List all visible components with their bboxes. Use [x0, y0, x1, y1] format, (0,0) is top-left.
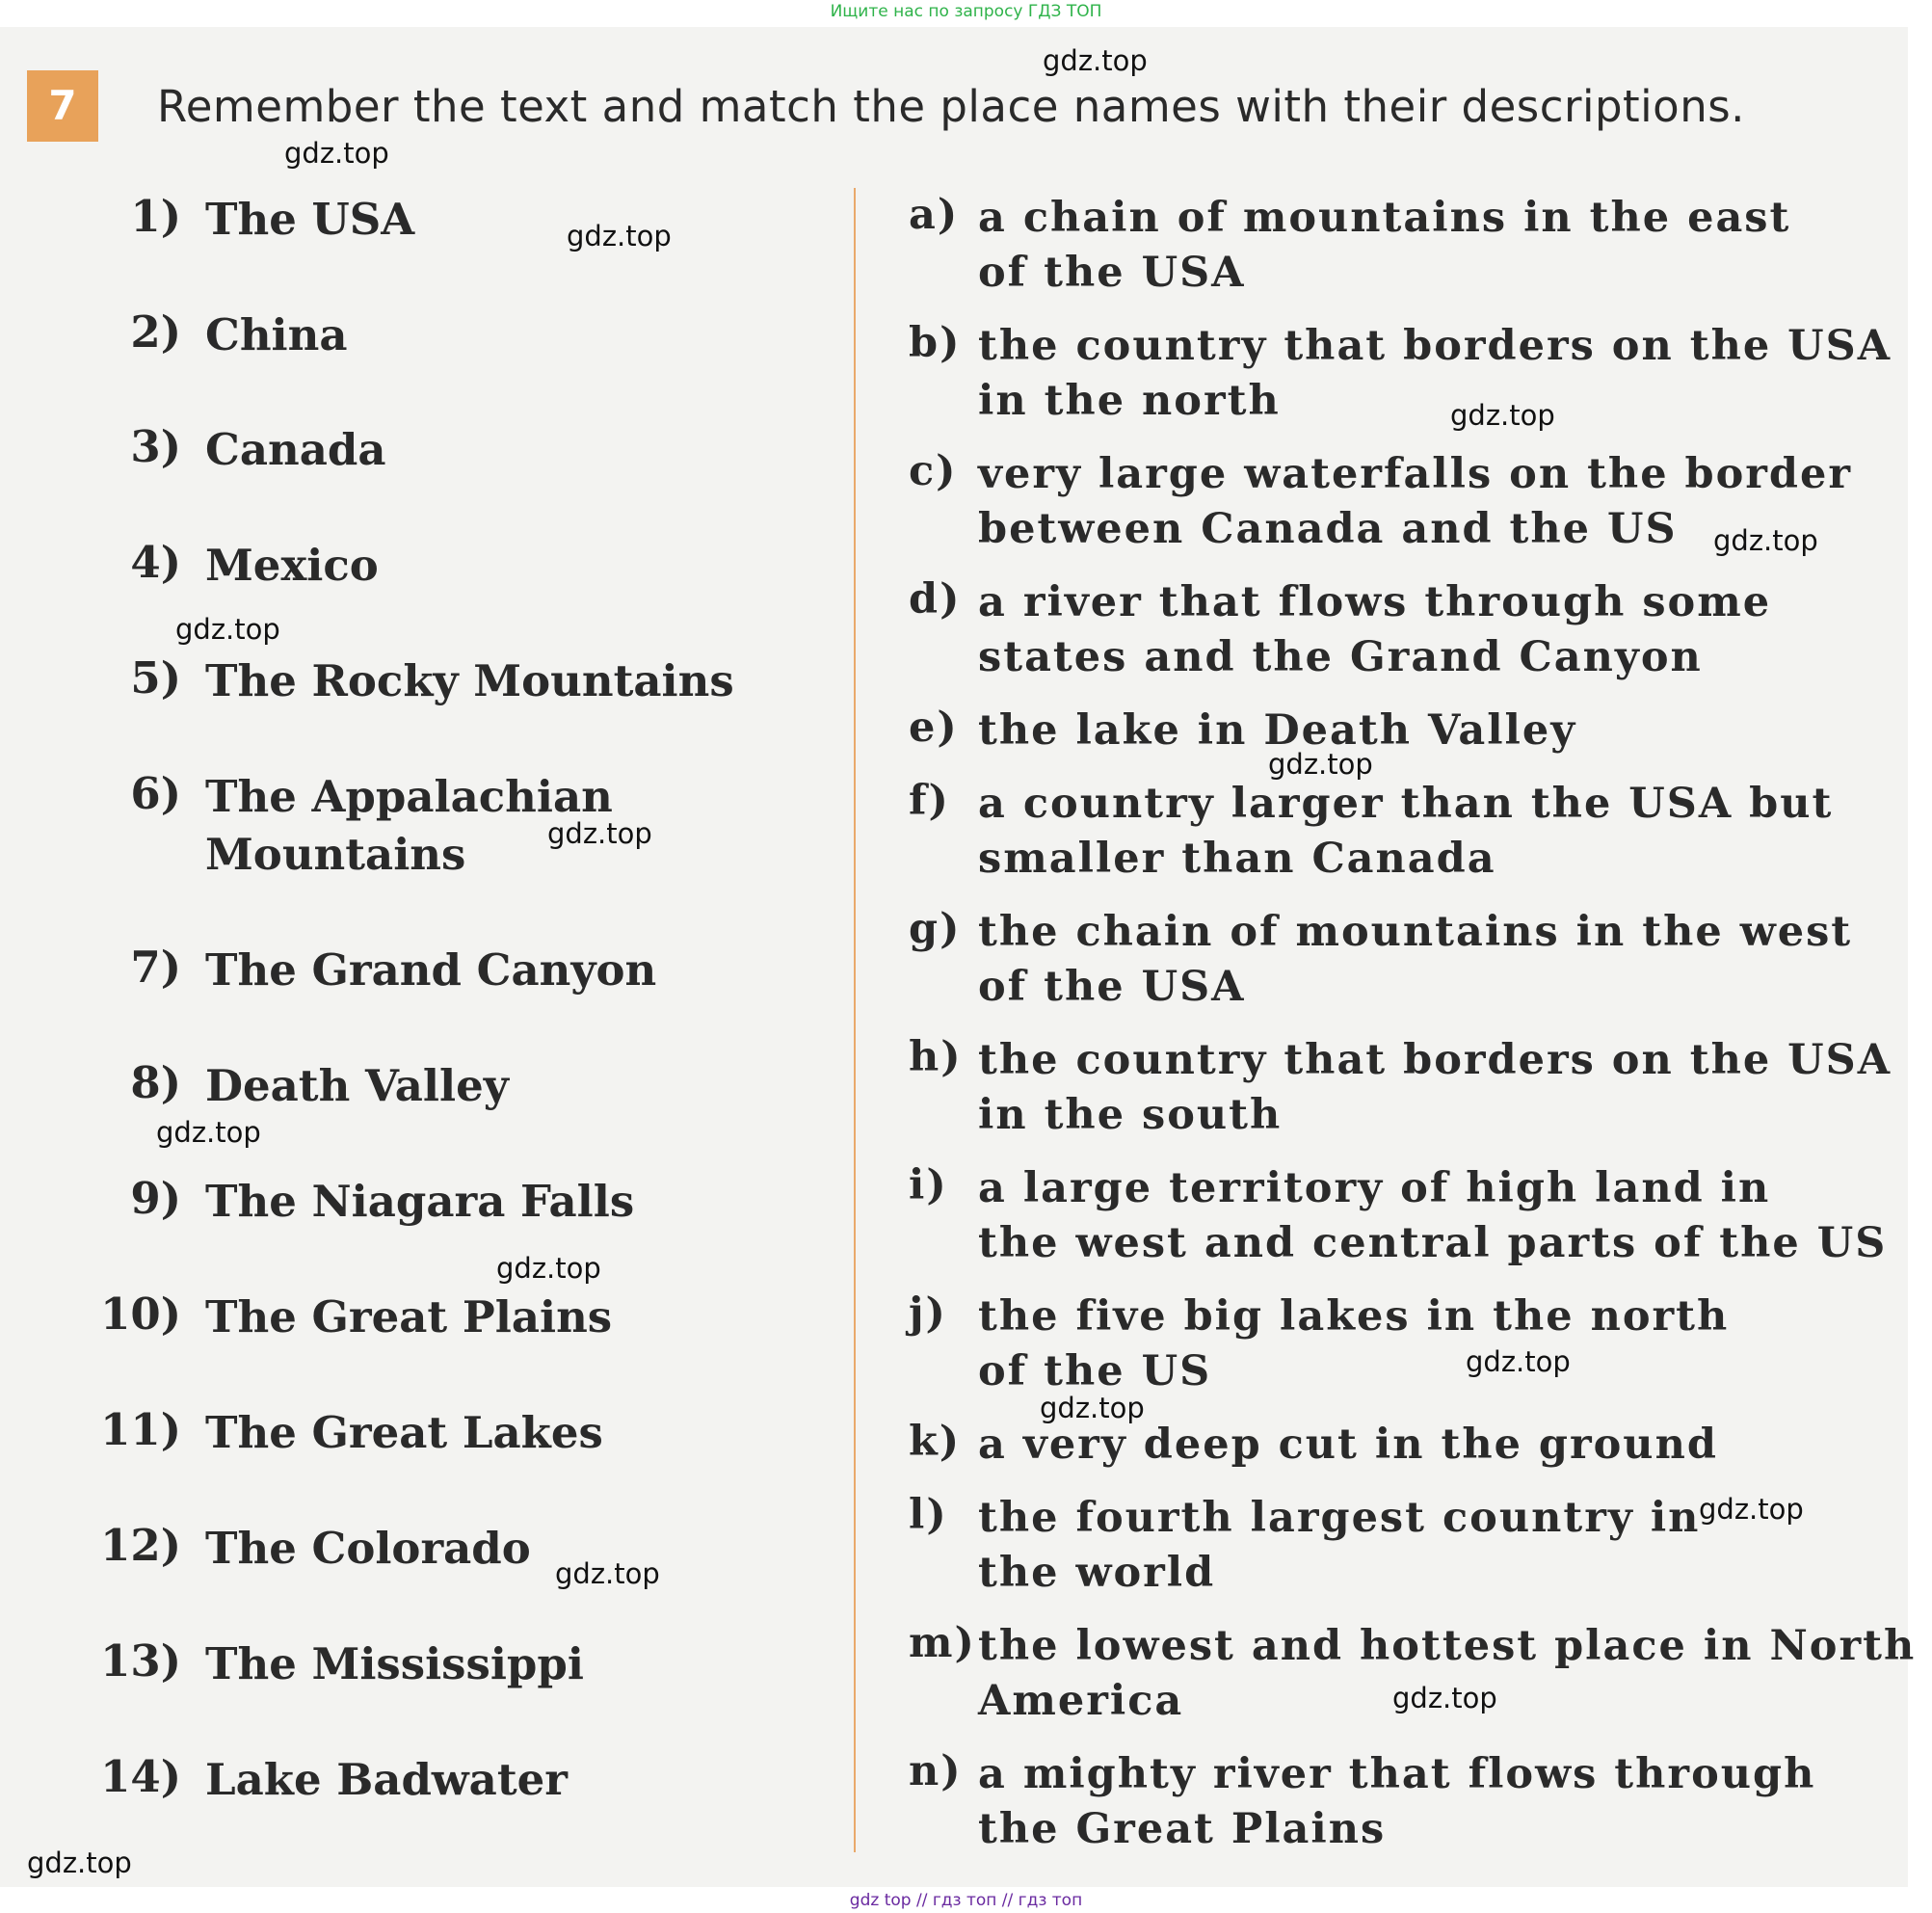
place-number: 2) [130, 306, 181, 358]
description-text-continued: of the USA [978, 963, 1246, 1011]
place-number: 14) [100, 1751, 181, 1802]
description-text-continued: of the USA [978, 249, 1246, 297]
description-letter: g) [909, 905, 962, 953]
column-divider [854, 188, 856, 1852]
description-letter: n) [909, 1747, 963, 1795]
description-letter: d) [909, 575, 962, 624]
place-name: The Grand Canyon [205, 944, 657, 996]
watermark: gdz.top [1268, 748, 1373, 781]
description-text: the country that borders on the USA [978, 1036, 1892, 1084]
description-text-continued: states and the Grand Canyon [978, 633, 1703, 681]
description-letter: i) [909, 1161, 948, 1209]
description-letter: b) [909, 319, 962, 367]
description-text-continued: in the south [978, 1091, 1283, 1139]
watermark: gdz.top [567, 220, 672, 252]
description-text: a very deep cut in the ground [978, 1421, 1718, 1469]
place-name: The Appalachian [205, 771, 613, 822]
description-text-continued: the world [978, 1549, 1216, 1597]
description-text: the country that borders on the USA [978, 322, 1892, 370]
watermark: gdz.top [555, 1557, 660, 1590]
place-name: China [205, 309, 348, 360]
place-name: The Rocky Mountains [205, 655, 734, 706]
place-name: Lake Badwater [205, 1754, 568, 1805]
place-number: 1) [130, 191, 181, 242]
place-number: 10) [100, 1289, 181, 1340]
description-letter: e) [909, 704, 959, 752]
description-letter: k) [909, 1418, 962, 1466]
watermark: gdz.top [1043, 44, 1148, 77]
place-number: 13) [100, 1635, 181, 1687]
watermark: gdz.top [1466, 1345, 1571, 1378]
watermark: gdz.top [1040, 1392, 1145, 1424]
description-text-continued: the west and central parts of the US [978, 1219, 1888, 1267]
description-letter: f) [909, 777, 950, 825]
watermark: gdz.top [1392, 1682, 1497, 1714]
description-text: the lowest and hottest place in North [978, 1622, 1917, 1670]
place-number: 7) [130, 942, 181, 993]
place-number: 4) [130, 537, 181, 588]
description-text-continued: in the north [978, 377, 1281, 425]
watermark: gdz.top [284, 137, 389, 170]
description-text-continued: smaller than Canada [978, 835, 1496, 883]
description-letter: c) [909, 447, 958, 495]
watermark: gdz.top [1450, 399, 1555, 432]
description-text-continued: of the US [978, 1347, 1212, 1395]
place-number: 11) [100, 1404, 181, 1455]
place-name: The Niagara Falls [205, 1176, 635, 1227]
place-number: 3) [130, 421, 181, 472]
description-letter: j) [909, 1289, 947, 1338]
description-letter: a) [909, 191, 960, 239]
place-number: 12) [100, 1520, 181, 1571]
description-letter: l) [909, 1491, 948, 1539]
description-text-continued: between Canada and the US [978, 505, 1678, 553]
place-name: The Mississippi [205, 1638, 584, 1689]
description-letter: m) [909, 1619, 976, 1667]
watermark: gdz.top [27, 1847, 132, 1879]
description-text: the fourth largest country in [978, 1494, 1701, 1542]
description-text: a river that flows through some [978, 578, 1772, 626]
description-text: the lake in Death Valley [978, 706, 1577, 755]
exercise-number-badge: 7 [27, 70, 98, 142]
description-text-continued: America [978, 1677, 1184, 1725]
place-number: 6) [130, 768, 181, 819]
place-number: 9) [130, 1173, 181, 1224]
description-text: the chain of mountains in the west [978, 908, 1853, 956]
place-name: The Great Lakes [205, 1407, 603, 1458]
place-name: The Colorado [205, 1523, 531, 1574]
place-name: Canada [205, 424, 386, 475]
exercise-instruction: Remember the text and match the place names with their descriptions. [157, 81, 1745, 132]
description-letter: h) [909, 1033, 963, 1081]
place-name: Mexico [205, 540, 379, 591]
top-banner: Ищите нас по запросу ГДЗ ТОП [830, 2, 1102, 21]
description-text: very large waterfalls on the border [978, 450, 1853, 498]
watermark: gdz.top [496, 1252, 601, 1285]
place-name: The Great Plains [205, 1291, 613, 1342]
description-text: a country larger than the USA but [978, 780, 1834, 828]
watermark: gdz.top [156, 1116, 261, 1149]
watermark: gdz.top [1713, 524, 1818, 557]
watermark: gdz.top [1699, 1493, 1804, 1526]
description-text: the five big lakes in the north [978, 1292, 1730, 1341]
watermark: gdz.top [547, 817, 652, 850]
place-number: 8) [130, 1057, 181, 1108]
place-name: The USA [205, 194, 415, 245]
watermark: gdz.top [175, 613, 280, 646]
description-text-continued: the Great Plains [978, 1805, 1387, 1853]
bottom-banner: gdz top // гдз топ // гдз топ [849, 1891, 1083, 1910]
place-number: 5) [130, 652, 181, 704]
place-name-continued: Mountains [205, 829, 466, 880]
description-text: a chain of mountains in the east [978, 194, 1791, 242]
description-text: a mighty river that flows through [978, 1750, 1816, 1798]
place-name: Death Valley [205, 1060, 509, 1111]
description-text: a large territory of high land in [978, 1164, 1771, 1212]
